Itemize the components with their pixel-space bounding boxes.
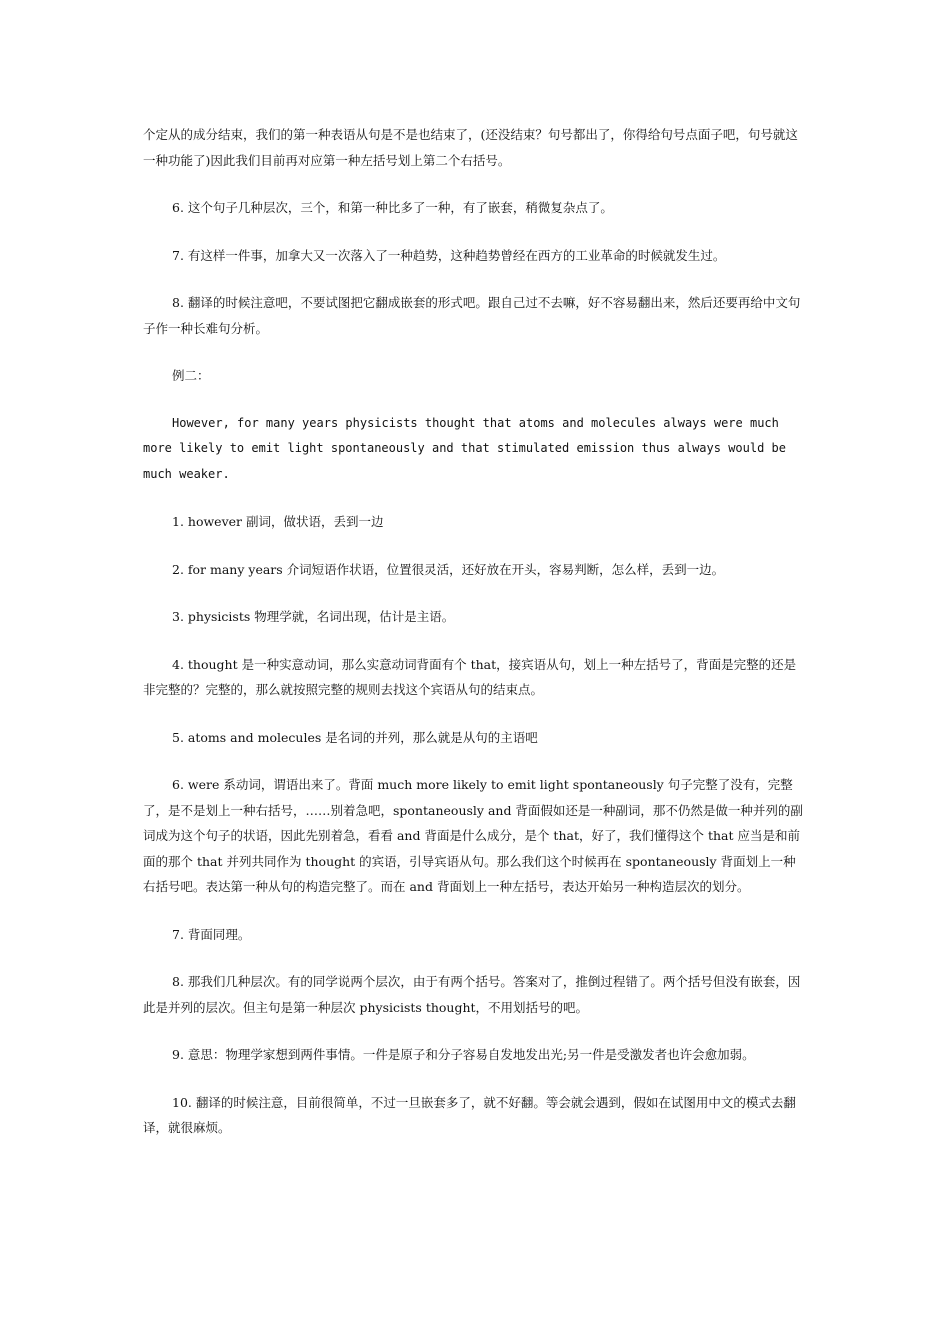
example-two-heading: 例二： xyxy=(172,368,210,383)
paragraph-point-7: 7. 有这样一件事，加拿大又一次落入了一种趋势，这种趋势曾经在西方的工业革命的时候就发生过。 xyxy=(172,247,726,263)
analysis-point-4: 4. thought 是一种实意动词，那么实意动词背面有个 that，接宾语从句，划上一种左括号了，背面是完整的还是非完整的？完整的，那么就按照完整的规则去找这个宾语从句的结束点。 xyxy=(143,656,797,697)
analysis-point-10: 10. 翻译的时候注意，目前很简单，不过一旦嵌套多了，就不好翻。等会就会遇到，假如在试图用中文的模式去翻译，就很麻烦。 xyxy=(143,1094,796,1135)
example-two-sentence: However, for many years physicists thought that atoms and molecules always were much more likely to emit light spontaneously and that stimulated emission thus always would be much weaker. xyxy=(143,415,786,481)
analysis-point-9: 9. 意思：物理学家想到两件事情。一件是原子和分子容易自发地发出光;另一件是受激发者也许会愈加弱。 xyxy=(172,1047,755,1062)
analysis-point-5: 5. atoms and molecules 是名词的并列，那么就是从句的主语吧 xyxy=(172,729,538,745)
paragraph-point-8: 8. 翻译的时候注意吧，不要试图把它翻成嵌套的形式吧。跟自己过不去嘛，好不容易翻出来，然后还要再给中文句子作一种长难句分析。 xyxy=(143,295,801,336)
analysis-point-1: 1. however 副词，做状语，丢到一边 xyxy=(172,514,384,529)
analysis-point-7: 7. 背面同理。 xyxy=(172,926,251,942)
paragraph-point-6: 6. 这个句子几种层次，三个，和第一种比多了一种，有了嵌套，稍微复杂点了。 xyxy=(172,200,613,215)
analysis-point-6: 6. were 系动词，谓语出来了。背面 much more likely to emit light spontaneously 句子完整了没有，完整了，是不是划上一种右括号，……别着急吧，spontaneously and 背面假如还是一种副词，那不仍然是做一种并列的副词成为这个句子的状语，因此先别着急，看看 and 背面是什么成分，是个 that，好了，我们懂得这个 that 应当是和前面的那个 that 并列共同作为 thought 的宾语，引导宾语从句。那么我们这个时候再在 spontaneously 背面划上一种右括号吧。表达第一种从句的构造完整了。而在 and 背面划上一种左括号，表达开始另一种构造层次的划分。 xyxy=(143,777,803,894)
paragraph-continuation: 个定从的成分结束，我们的第一种表语从句是不是也结束了，(还没结束？句号都出了，你得给句号点面子吧，句号就这一种功能了)因此我们目前再对应第一种左括号划上第二个右括号。 xyxy=(143,127,798,168)
analysis-point-8: 8. 那我们几种层次。有的同学说两个层次，由于有两个括号。答案对了，推倒过程错了。两个括号但没有嵌套，因此是并列的层次。但主句是第一种层次 physicists thought，不用划括号的吧。 xyxy=(143,974,801,1015)
analysis-point-3: 3. physicists 物理学就，名词出现，估计是主语。 xyxy=(172,609,455,624)
analysis-point-2: 2. for many years 介词短语作状语，位置很灵活，还好放在开头，容易判断，怎么样，丢到一边。 xyxy=(172,561,725,577)
document-body xyxy=(143,122,807,1163)
